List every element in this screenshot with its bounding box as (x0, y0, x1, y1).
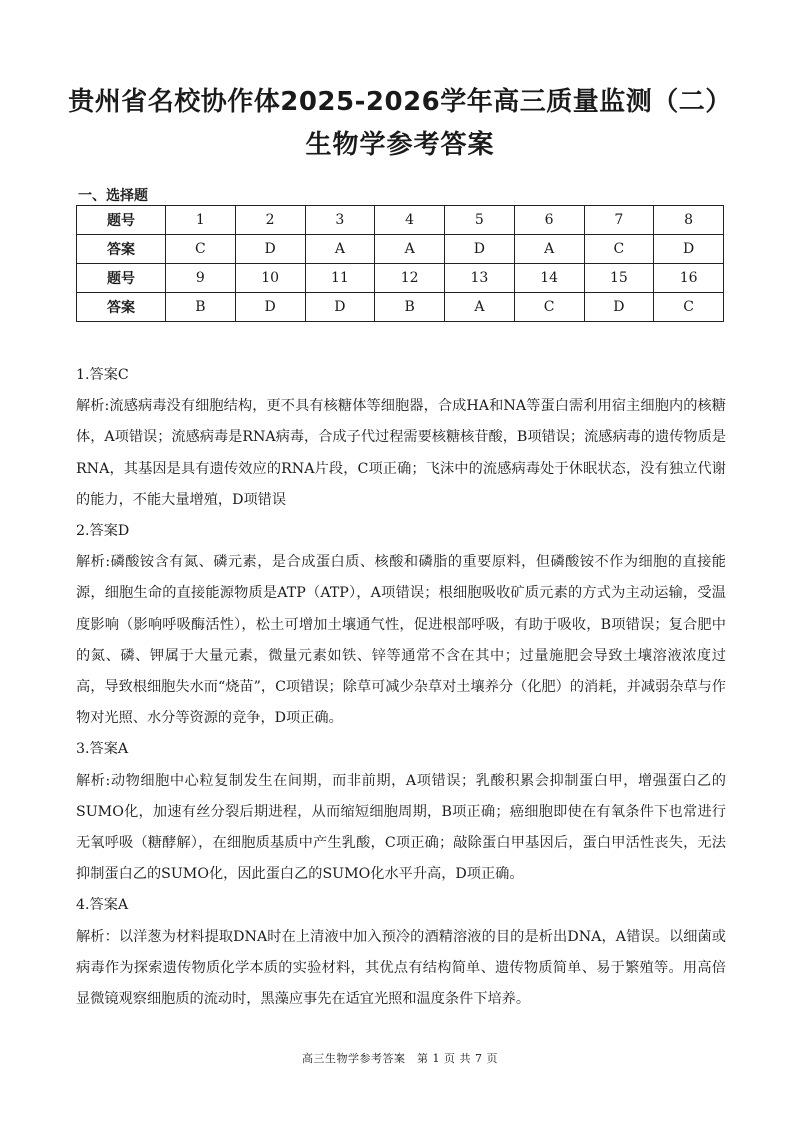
table-cell: 4 (375, 206, 445, 235)
table-row (77, 293, 724, 322)
table-cell: 16 (654, 264, 724, 293)
document-title: 贵州省名校协作体2025-2026学年高三质量监测（二） (68, 87, 732, 117)
table-cell: 5 (445, 206, 515, 235)
answer-analysis: 解析：以洋葱为材料提取DNA时在上清液中加入预冷的酒精溶液的目的是析出DNA，A错误。以细菌或病毒作为探索遗传物质化学本质的实验材料，其优点有结构简单、遗传物质简单、易于繁殖等。用高倍显微镜观察细胞质的流动时，黑藻应事先在适宜光照和温度条件下培养。 (76, 928, 726, 1008)
section-heading-choice: 一、选择题 (78, 188, 148, 204)
answer-heading: 3.答案A (76, 741, 129, 758)
table-cell: B (166, 293, 236, 322)
answer-table (76, 205, 724, 322)
table-cell: 10 (235, 264, 305, 293)
page-footer: 高三生物学参考答案 第 1 页 共 7 页 (302, 1052, 498, 1065)
table-cell: 15 (584, 264, 654, 293)
answer-analysis: 解析:动物细胞中心粒复制发生在间期，而非前期，A项错误；乳酸积累会抑制蛋白甲，增强蛋白乙的SUMO化，加速有丝分裂后期进程，从而缩短细胞周期，B项正确；癌细胞即使在有氧条件下也常进行无氧呼吸（糖酵解），在细胞质基质中产生乳酸，C项正确；敲除蛋白甲基因后，蛋白甲活性丧失，无法抑制蛋白乙的SUMO化，因此蛋白乙的SUMO化水平升高，D项正确。 (76, 772, 726, 883)
table-cell: 6 (514, 206, 584, 235)
table-header-cell: 题号 (77, 264, 166, 293)
table-cell: D (305, 293, 375, 322)
table-row (77, 235, 724, 264)
table-cell: B (375, 293, 445, 322)
table-cell: 8 (654, 206, 724, 235)
answer-heading: 2.答案D (76, 523, 130, 540)
table-row (77, 206, 724, 235)
table-cell: D (235, 235, 305, 264)
table-cell: C (584, 235, 654, 264)
table-cell: D (445, 235, 515, 264)
table-cell: 9 (166, 264, 236, 293)
table-cell: D (584, 293, 654, 322)
table-cell: 13 (445, 264, 515, 293)
document-subtitle: 生物学参考答案 (305, 130, 495, 160)
table-cell: C (514, 293, 584, 322)
table-cell: 3 (305, 206, 375, 235)
table-cell: A (514, 235, 584, 264)
table-cell: 1 (166, 206, 236, 235)
table-cell: C (166, 235, 236, 264)
table-header-cell: 答案 (77, 235, 166, 264)
table-row (77, 264, 724, 293)
table-header-cell: 答案 (77, 293, 166, 322)
table-cell: 11 (305, 264, 375, 293)
answer-heading: 4.答案A (76, 897, 129, 914)
answer-analysis: 解析:流感病毒没有细胞结构，更不具有核糖体等细胞器，合成HA和NA等蛋白需利用宿主细胞内的核糖体，A项错误；流感病毒是RNA病毒，合成子代过程需要核糖核苷酸，B项错误；流感病毒的遗传物质是RNA，其基因是具有遗传效应的RNA片段，C项正确；飞沫中的流感病毒处于休眠状态，没有独立代谢的能力，不能大量增殖，D项错误 (76, 398, 726, 508)
table-header-cell: 题号 (77, 206, 166, 235)
answer-explanations (76, 360, 726, 1015)
table-cell: C (654, 293, 724, 322)
table-cell: A (305, 235, 375, 264)
table-cell: 12 (375, 264, 445, 293)
answer-heading: 1.答案C (76, 367, 129, 383)
table-cell: A (445, 293, 515, 322)
table-cell: D (235, 293, 305, 322)
table-cell: 7 (584, 206, 654, 235)
table-cell: 14 (514, 264, 584, 293)
answer-analysis: 解析:磷酸铵含有氮、磷元素，是合成蛋白质、核酸和磷脂的重要原料，但磷酸铵不作为细胞的直接能源，细胞生命的直接能源物质是ATP（ATP），A项错误；根细胞吸收矿质元素的方式为主动运输，受温度影响（影响呼吸酶活性），松土可增加土壤通气性，促进根部呼吸，有助于吸收，B项错误；复合肥中的氮、磷、钾属于大量元素，微量元素如铁、锌等通常不含在其中；过量施肥会导致土壤溶液浓度过高，导致根细胞失水而“烧苗”，C项错误；除草可减少杂草对土壤养分（化肥）的消耗，并减弱杂草与作物对光照、水分等资源的竞争，D项正确。 (76, 554, 726, 727)
table-cell: 2 (235, 206, 305, 235)
table-cell: A (375, 235, 445, 264)
table-cell: D (654, 235, 724, 264)
